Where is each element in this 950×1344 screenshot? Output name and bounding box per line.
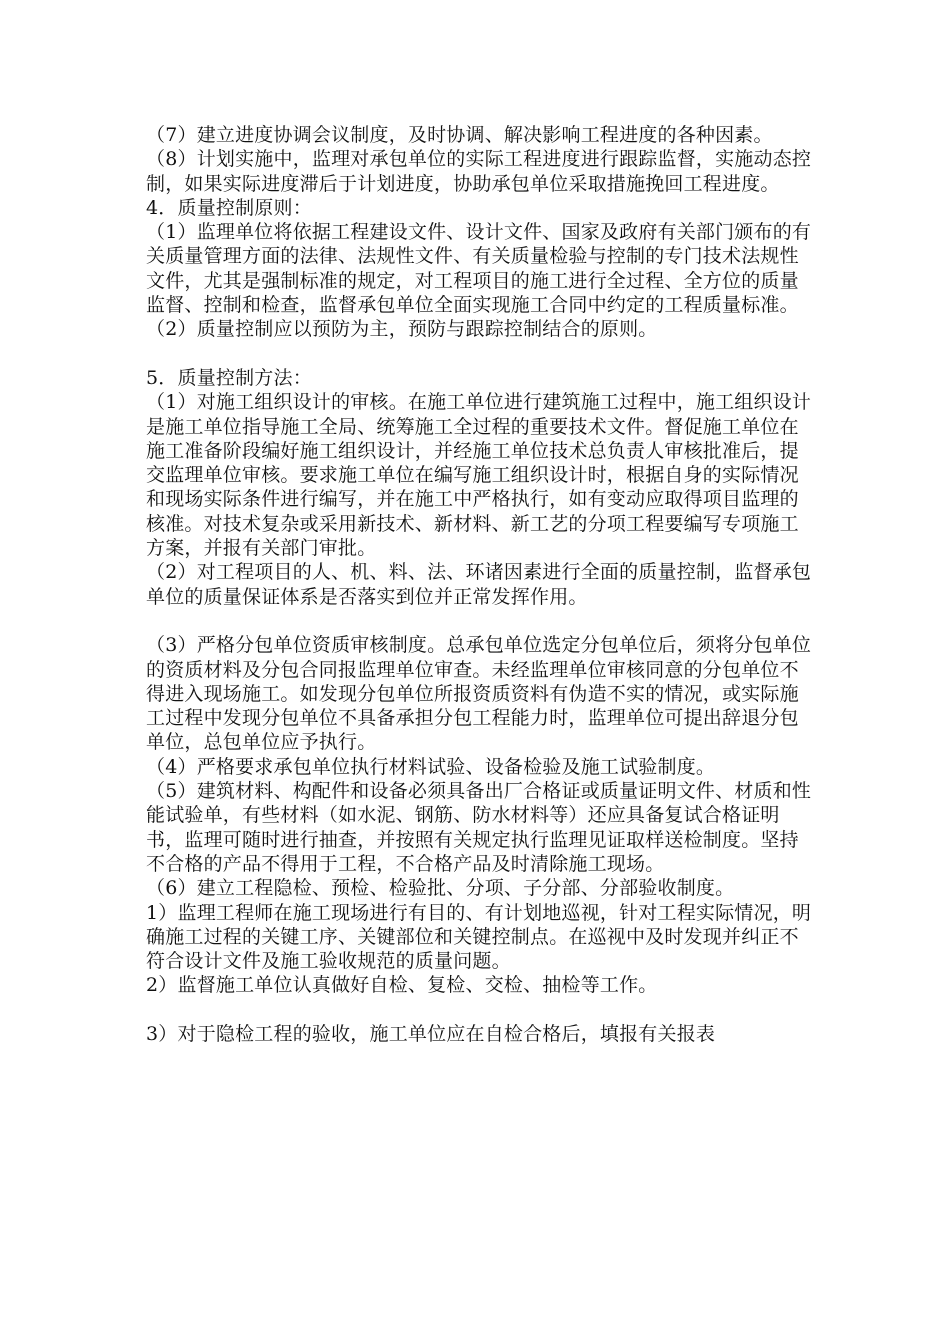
blank-line [146, 998, 816, 1022]
paragraph-method-5: （5）建筑材料、构配件和设备必须具备出厂合格证或质量证明文件、材质和性能试验单，有些材料（如水泥、钢筋、防水材料等）还应具备复试合格证明书，监理可随时进行抽查，并按照有关规定执行监理见证取样送检制度。坚持不合格的产品不得用于工程，不合格产品及时清除施工现场。 [146, 780, 812, 875]
blank-line [146, 342, 816, 366]
paragraph-principle-1: （1）监理单位将依据工程建设文件、设计文件、国家及政府有关部门颁布的有关质量管理方面的法律、法规性文件、有关质量检验与控制的专门技术法规性文件，尤其是强制标准的规定，对工程项目的施工进行全过程、全方位的质量监督、控制和检查，监督承包单位全面实现施工合同中约定的工程质量标准。 [146, 221, 812, 317]
paragraph-method-6-item-2: 2）监督施工单位认真做好自检、复检、交检、抽检等工作。 [146, 974, 658, 997]
paragraph-progress-7: （7）建立进度协调会议制度，及时协调、解决影响工程进度的各种因素。 [146, 124, 773, 146]
paragraph-progress-8: （8）计划实施中，监理对承包单位的实际工程进度进行跟踪监督，实施动态控制，如果实际进度滞后于计划进度，协助承包单位采取措施挽回工程进度。 [146, 148, 812, 195]
heading-quality-principles: 4．质量控制原则： [146, 196, 312, 219]
paragraph-method-4: （4）严格要求承包单位执行材料试验、设备检验及施工试验制度。 [146, 755, 716, 778]
paragraph-method-6-item-1: 1）监理工程师在施工现场进行有目的、有计划地巡视，针对工程实际情况，明确施工过程的关键工序、关键部位和关键控制点。在巡视中及时发现并纠正不符合设计文件及施工验收规范的质量问题。 [146, 901, 812, 973]
paragraph-principle-2: （2）质量控制应以预防为主，预防与跟踪控制结合的原则。 [146, 318, 658, 341]
paragraph-method-3: （3）严格分包单位资质审核制度。总承包单位选定分包单位后，须将分包单位的资质材料及分包合同报监理单位审查。未经监理单位审核同意的分包单位不得进入现场施工。如发现分包单位所报资质资料有伪造不实的情况，或实际施工过程中发现分包单位不具备承担分包工程能力时，监理单位可提出辞退分包单位，总包单位应予执行。 [146, 634, 812, 754]
paragraph-method-6: （6）建立工程隐检、预检、检验批、分项、子分部、分部验收制度。 [146, 877, 735, 900]
blank-line [146, 609, 816, 633]
document-body [146, 123, 816, 1046]
paragraph-method-6-item-3: 3）对于隐检工程的验收，施工单位应在自检合格后，填报有关报表 [146, 1022, 716, 1045]
heading-quality-methods: 5．质量控制方法： [146, 366, 312, 389]
paragraph-method-1: （1）对施工组织设计的审核。在施工单位进行建筑施工过程中，施工组织设计是施工单位指导施工全局、统筹施工全过程的重要技术文件。督促施工单位在施工准备阶段编好施工组织设计，并经施工单位技术总负责人审核批准后，提交监理单位审核。要求施工单位在编写施工组织设计时，根据自身的实际情况和现场实际条件进行编写，并在施工中严格执行，如有变动应取得项目监理的核准。对技术复杂或采用新技术、新材料、新工艺的分项工程要编写专项施工方案，并报有关部门审批。 [146, 391, 812, 560]
paragraph-method-2: （2）对工程项目的人、机、料、法、环诸因素进行全面的质量控制，监督承包单位的质量保证体系是否落实到位并正常发挥作用。 [146, 561, 812, 608]
